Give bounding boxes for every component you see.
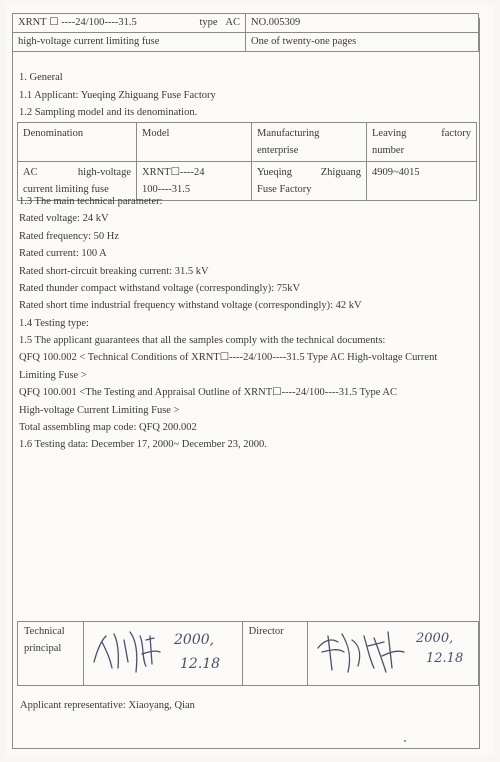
- technical-label-line2: principal: [24, 642, 62, 654]
- section-general: 1. General: [19, 72, 63, 83]
- director-label: Director: [242, 622, 307, 686]
- header-model-prefix: XRNT: [18, 16, 47, 28]
- section-testing-type: 1.4 Testing type:: [19, 318, 89, 329]
- technical-signature-cell: [83, 622, 242, 686]
- header-model-box: ☐: [49, 16, 59, 28]
- report-number: NO.005309: [246, 14, 479, 33]
- cell-enterprise-1b: Zhiguang: [320, 167, 361, 178]
- map-code: Total assembling map code: QFQ 200.002: [19, 422, 197, 433]
- cell-number: 4909~4015: [367, 162, 477, 201]
- table-row: [18, 162, 477, 201]
- cell-enterprise-1a: Yueqing: [257, 167, 292, 178]
- table-header-row: [18, 123, 477, 162]
- col-number: [367, 123, 477, 162]
- param-industrial-voltage: Rated short time industrial frequency withstand voltage (correspondingly): 42 kV: [19, 300, 362, 311]
- cell-denomination: [18, 162, 137, 201]
- cell-denomination-1b: high-voltage: [77, 167, 131, 178]
- section-parameters: 1.3 The main technical parameter:: [19, 196, 163, 207]
- cell-model: [137, 162, 252, 201]
- header-model-type: type: [199, 16, 218, 28]
- cell-model-1: XRNT☐----24: [142, 167, 205, 178]
- param-voltage: Rated voltage: 24 kV: [19, 213, 109, 224]
- sampling-table: [17, 122, 477, 201]
- col-number-line1a: Leaving: [372, 128, 407, 139]
- page-count: One of twenty-one pages: [246, 33, 479, 52]
- technical-label-line1: Technical: [24, 626, 65, 637]
- applicant-representative: Applicant representative: Xiaoyang, Qian: [20, 700, 195, 711]
- cell-denomination-2: current limiting fuse: [23, 184, 109, 195]
- param-frequency: Rated frequency: 50 Hz: [19, 231, 120, 242]
- col-number-line2: number: [372, 145, 405, 156]
- doc1-line1: QFQ 100.002 < Technical Conditions of XRNT☐----24/100----31.5 Type AC High-voltage Current: [19, 352, 438, 363]
- section-sampling: 1.2 Sampling model and its denomination.: [19, 107, 198, 118]
- director-signature-cell: [308, 622, 479, 686]
- col-number-line1b: factory: [441, 128, 471, 139]
- header-model-ac: AC: [225, 16, 240, 28]
- doc2-line2: High-voltage Current Limiting Fuse >: [19, 405, 180, 416]
- doc1-line2: Limiting Fuse >: [19, 370, 87, 381]
- header-table: [12, 13, 479, 52]
- col-enterprise: [252, 123, 367, 162]
- technical-date-line1: 2000,: [173, 632, 214, 648]
- header-model-line2: high-voltage current limiting fuse: [13, 33, 246, 52]
- signature-table: [17, 621, 479, 686]
- cell-enterprise-2: Fuse Factory: [257, 184, 312, 195]
- param-current: Rated current: 100 A: [19, 248, 107, 259]
- director-signature: [308, 622, 478, 680]
- col-denomination-label: Denomination: [23, 128, 84, 139]
- scan-speck: [404, 740, 406, 742]
- col-denomination: [18, 123, 137, 162]
- cell-denomination-1a: AC: [23, 167, 38, 178]
- param-breaking-current: Rated short-circuit breaking current: 31.5 kV: [19, 266, 209, 277]
- param-thunder-voltage: Rated thunder compact withstand voltage (correspondingly): 75kV: [19, 283, 301, 294]
- col-enterprise-line1: Manufacturing: [257, 128, 320, 139]
- section-testing-data: 1.6 Testing data: December 17, 2000~ December 23, 2000.: [19, 439, 267, 450]
- col-enterprise-line2: enterprise: [257, 145, 299, 156]
- doc2-line1: QFQ 100.001 <The Testing and Appraisal Outline of XRNT☐----24/100----31.5 Type AC: [19, 387, 398, 398]
- technical-date-line2: 12.18: [179, 656, 220, 672]
- col-model: [137, 123, 252, 162]
- technical-principal-label: [18, 622, 84, 686]
- header-model-cell: [13, 14, 246, 33]
- header-model-suffix: ----24/100----31.5: [61, 16, 137, 28]
- cell-model-2: 100----31.5: [142, 184, 191, 195]
- director-date-line2: 12.18: [426, 651, 464, 666]
- section-applicant: 1.1 Applicant: Yueqing Zhiguang Fuse Factory: [19, 90, 216, 101]
- section-guarantee: 1.5 The applicant guarantees that all the samples comply with the technical documents:: [19, 335, 386, 346]
- technical-signature: [84, 622, 242, 680]
- col-model-label: Model: [142, 128, 170, 139]
- cell-enterprise: [252, 162, 367, 201]
- director-date-line1: 2000,: [416, 631, 454, 646]
